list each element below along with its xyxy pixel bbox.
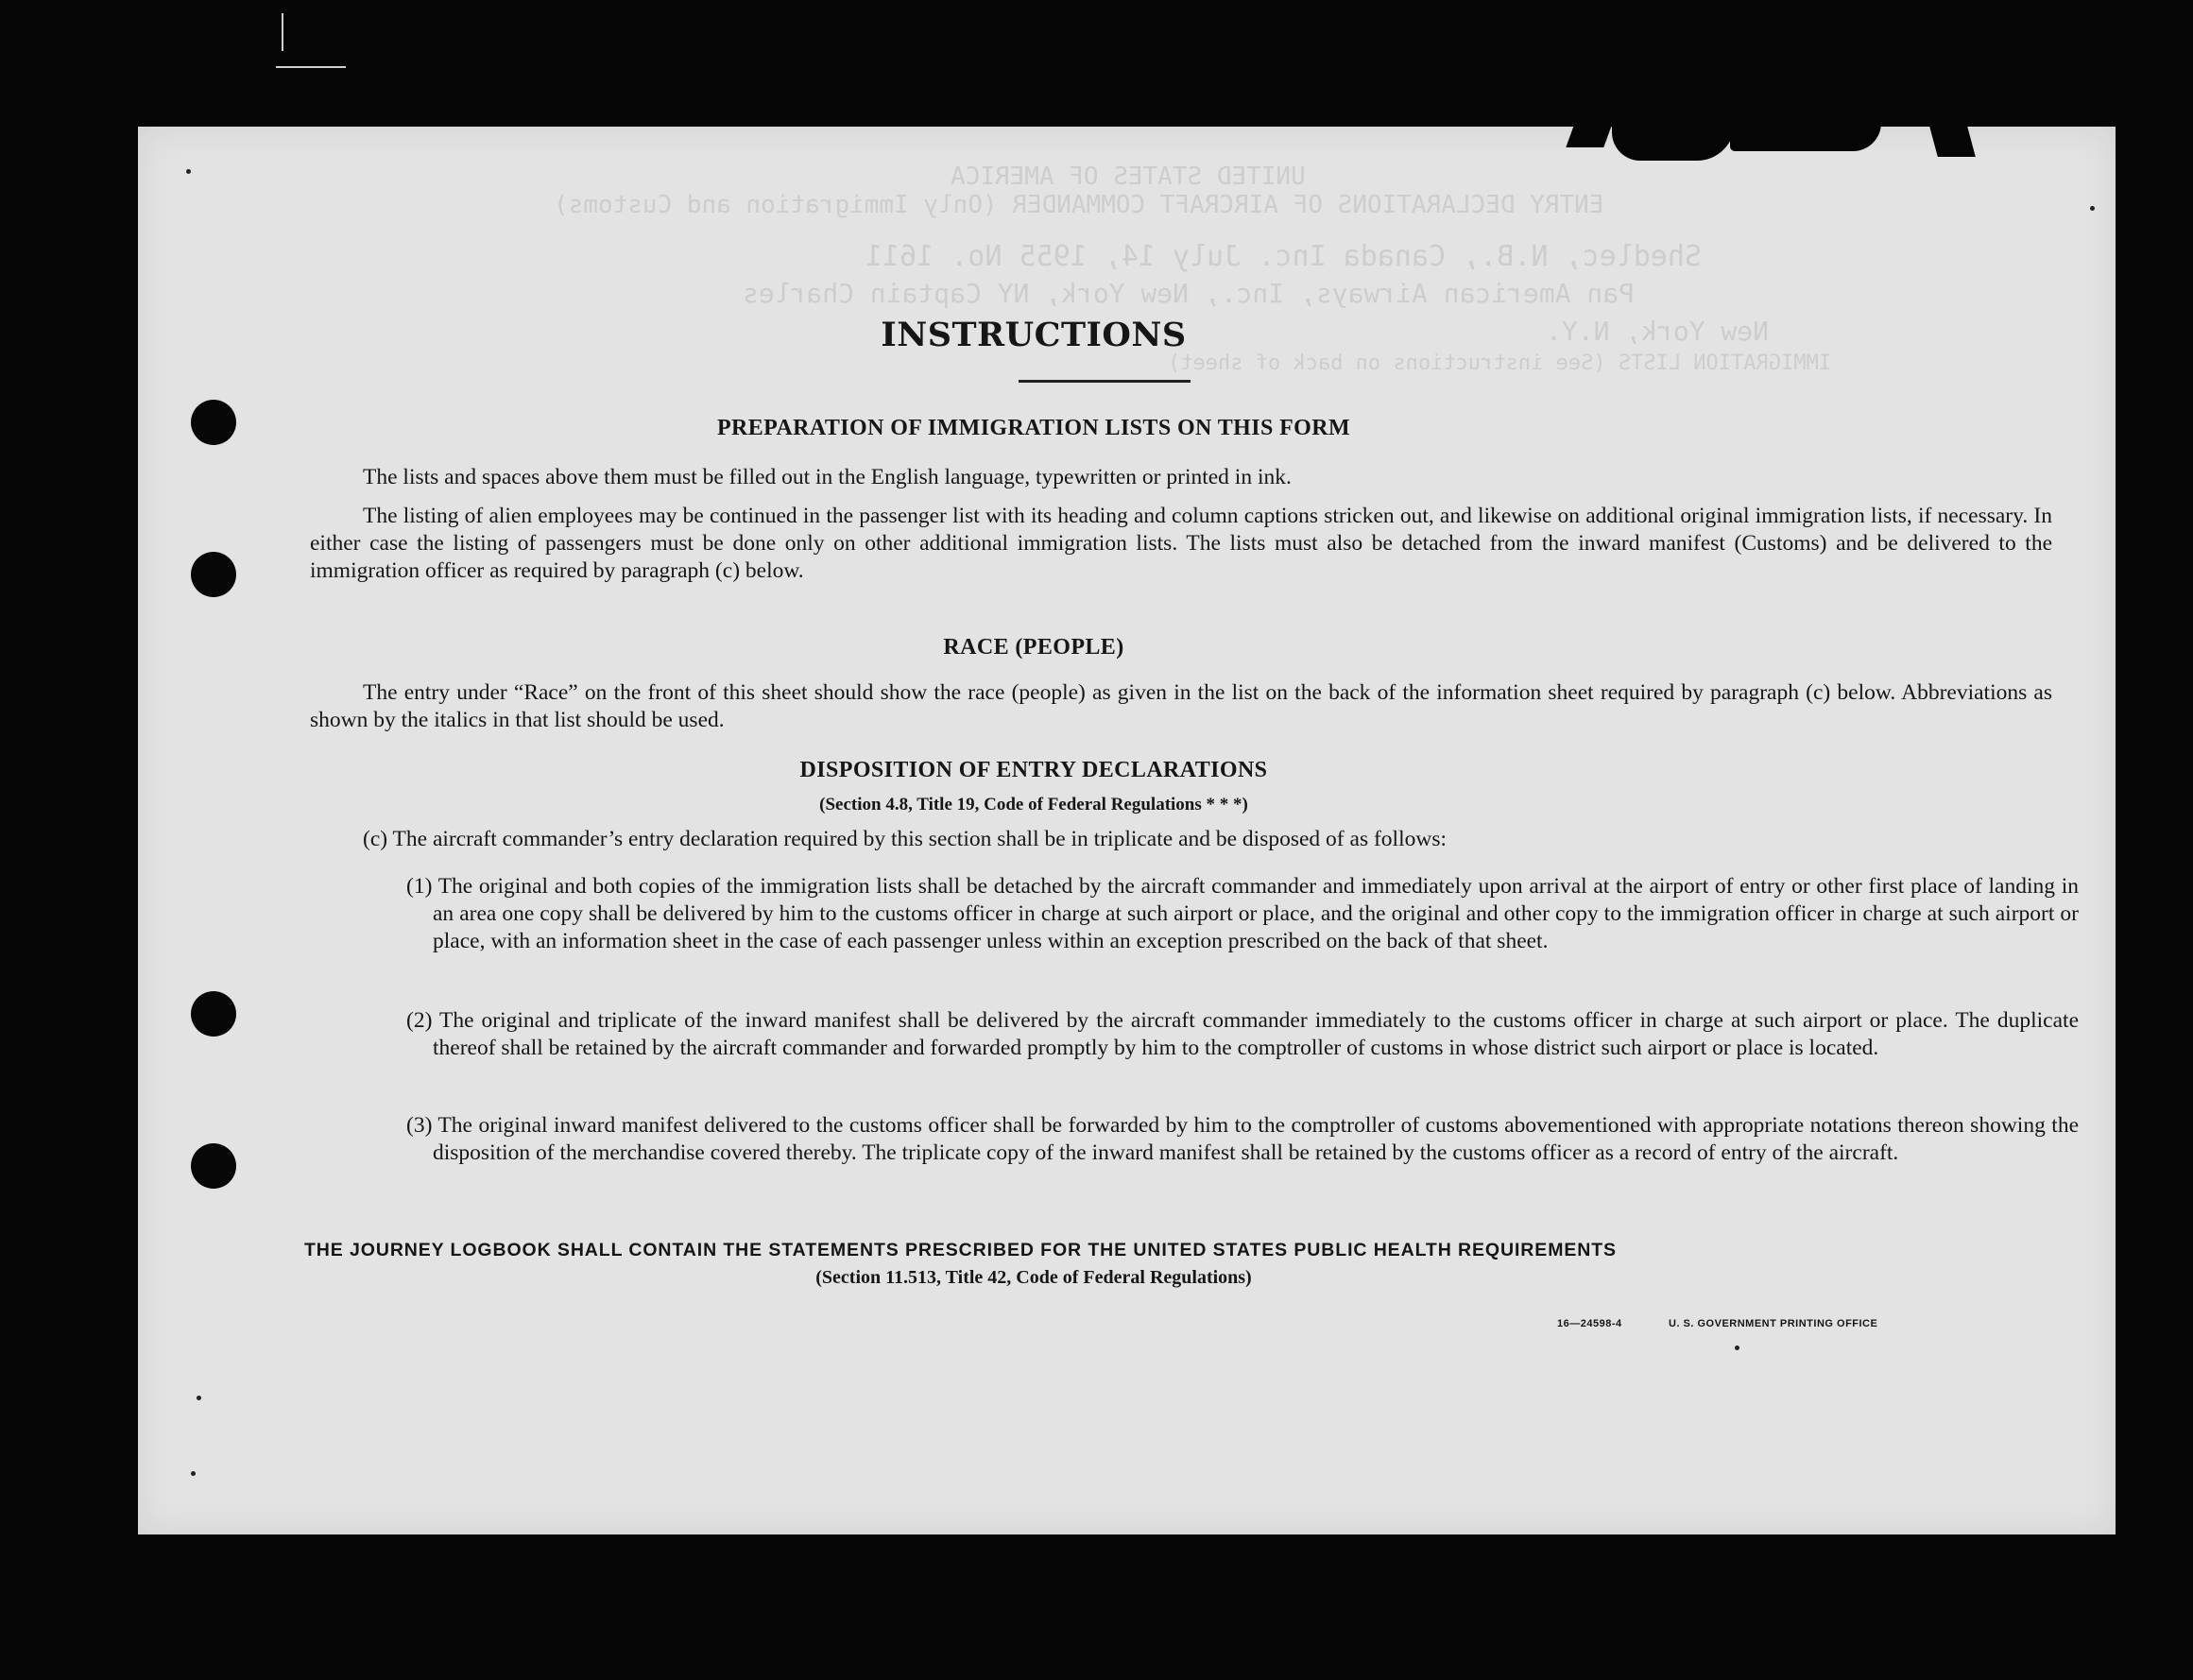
bleed-through-text: UNITED STATES OF AMERICA: [951, 163, 1306, 191]
torn-corner: [1612, 123, 1735, 161]
scan-edge-mark: [282, 13, 283, 51]
ink-speck: [186, 169, 191, 174]
disposition-item-1: (1) The original and both copies of the immigration lists shall be detached by the aircraft commander and immediately upon arrival at the airport of entry or other first place of landing in an area one copy shall be delivered by him to the customs officer in charge at such airport or place, and the original and other copy to the immigration officer in charge at such airport or place, with an information sheet in the case of each passenger unless within an exception prescribed on the back of that sheet.: [406, 874, 2079, 953]
paragraph-language: The lists and spaces above them must be filled out in the English language, typewritten or printed in ink.: [363, 465, 1292, 489]
ink-speck: [1735, 1346, 1739, 1350]
ink-speck: [2090, 206, 2095, 211]
disposition-item-3: (3) The original inward manifest delivered to the customs officer shall be forwarded by him to the comptroller of customs abovementioned with appropriate notations thereon showing the disposition of the merchandise covered thereby. The triplicate copy of the inward manifest shall be retained by the customs officer as a record of entry of the aircraft.: [406, 1113, 2079, 1165]
paragraph-race: The entry under “Race” on the front of this sheet should show the race (people) as given in the list on the back of the information sheet required by paragraph (c) below. Abbreviations as shown by the italics in that list should be used.: [310, 680, 2052, 732]
torn-corner: [1730, 123, 1881, 151]
bleed-through-text: Shedlec, N.B., Canada Inc. July 14, 1955 No. 1611: [865, 240, 1703, 273]
torn-corner: [1566, 123, 1612, 147]
ink-speck: [197, 1396, 201, 1400]
form-number: 16—24598-4: [1557, 1318, 1622, 1329]
section-heading-disposition: DISPOSITION OF ENTRY DECLARATIONS: [799, 758, 1268, 782]
bleed-through-text: New York, N.Y.: [1546, 316, 1770, 347]
punch-hole: [191, 991, 236, 1037]
punch-hole: [191, 552, 236, 597]
footer-citation: (Section 11.513, Title 42, Code of Federal Regulations): [815, 1267, 1252, 1288]
punch-hole: [191, 1143, 236, 1189]
paragraph-alien-employees: The listing of alien employees may be continued in the passenger list with its heading and column captions stricken out, and likewise on additional original immigration lists, if necessary. In either case the listing of passengers must be done only on other additional immigration lists. The lists must also be detached from the inward manifest (Customs) and be delivered to the immigration officer as required by paragraph (c) below.: [310, 504, 2052, 583]
scan-edge-mark: [276, 66, 346, 68]
section-heading-race: RACE (PEOPLE): [943, 635, 1124, 660]
document-page: [138, 127, 2116, 1534]
bleed-through-text: Pan American Airways, Inc., New York, NY Captain Charles: [743, 278, 1636, 309]
bleed-through-text: ENTRY DECLARATIONS OF AIRCRAFT COMMANDER (Only Immigration and Customs): [554, 191, 1604, 219]
ink-speck: [191, 1471, 196, 1476]
disposition-item-2: (2) The original and triplicate of the inward manifest shall be delivered by the aircraft commander immediately to the customs officer in charge at such airport or place. The duplicate thereof shall be retained by the aircraft commander and forwarded promptly by him to the comptroller of customs in whose district such airport or place is located.: [406, 1008, 2079, 1060]
section-heading-preparation: PREPARATION OF IMMIGRATION LISTS ON THIS FORM: [716, 416, 1351, 440]
title-underline: [1019, 380, 1191, 383]
torn-corner: [1928, 123, 1976, 157]
disposition-citation: (Section 4.8, Title 19, Code of Federal Regulations * * *): [819, 795, 1248, 814]
bleed-through-text: IMMIGRATION LISTS (See instructions on back of sheet): [1168, 351, 1831, 375]
printing-office: U. S. GOVERNMENT PRINTING OFFICE: [1669, 1318, 1878, 1329]
disposition-intro: (c) The aircraft commander’s entry declaration required by this section shall be in triplicate and be disposed of as follows:: [363, 827, 1447, 851]
page-title: INSTRUCTIONS: [881, 316, 1187, 354]
footer-statement: THE JOURNEY LOGBOOK SHALL CONTAIN THE STATEMENTS PRESCRIBED FOR THE UNITED STATES PUBLIC HEALTH REQUIREMENTS: [304, 1240, 1617, 1260]
